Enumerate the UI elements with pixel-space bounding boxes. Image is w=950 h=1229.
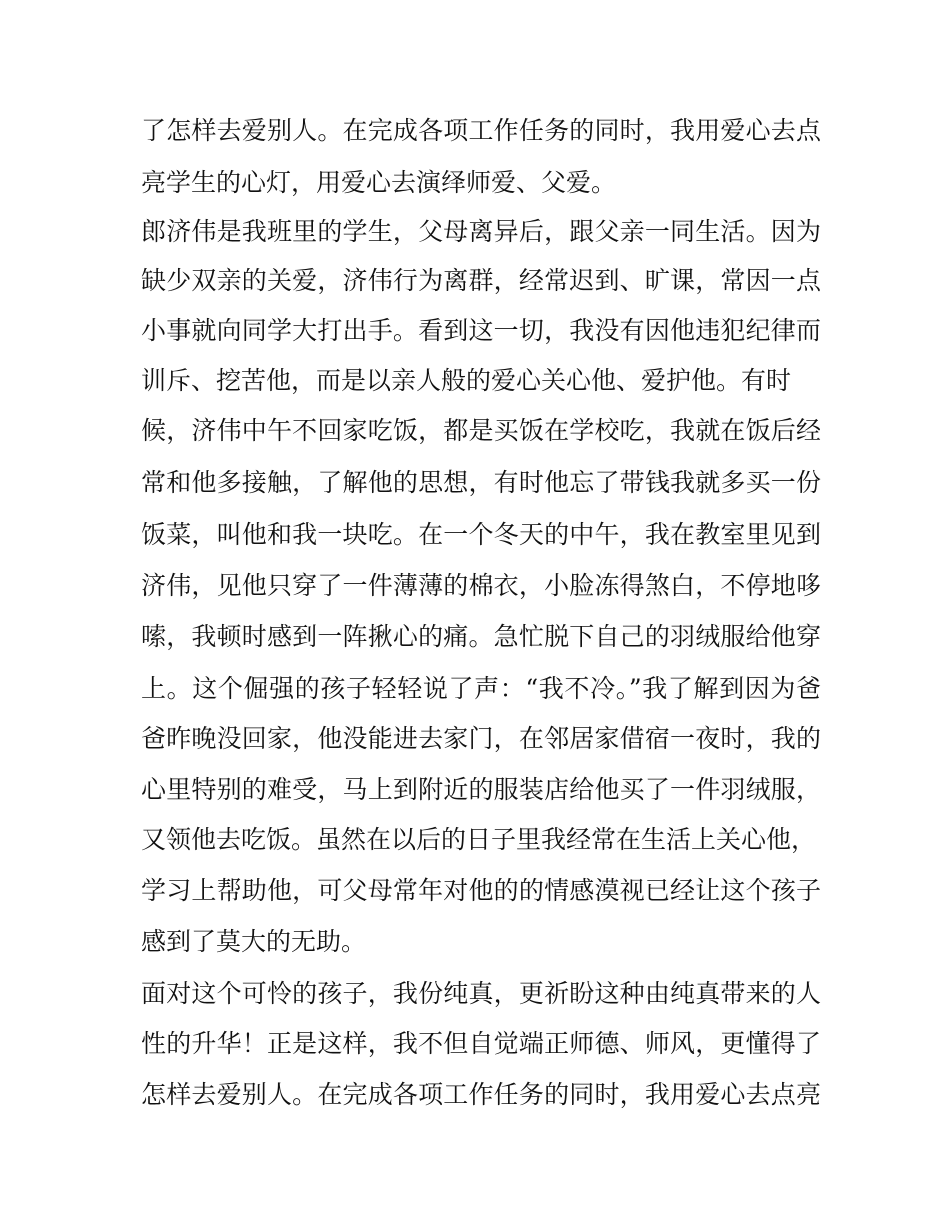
text-line: 感到了莫大的无助。 bbox=[141, 927, 367, 956]
text-line: 性的升华！正是这样，我不但自觉端正师德、师风，更懂得了 bbox=[141, 1029, 821, 1058]
text-line: 缺少双亲的关爱，济伟行为离群，经常迟到、旷课，常因一点 bbox=[141, 266, 821, 295]
text-line: 又领他去吃饭。虽然在以后的日子里我经常在生活上关心他， bbox=[141, 825, 817, 854]
text-line: 学习上帮助他，可父母常年对他的的情感漠视已经让这个孩子 bbox=[141, 876, 821, 905]
text-line: 训斥、挖苦他，而是以亲人般的爱心关心他、爱护他。有时 bbox=[141, 366, 792, 395]
text-line: 了怎样去爱别人。在完成各项工作任务的同时，我用爱心去点 bbox=[141, 116, 821, 145]
text-line: 心里特别的难受，马上到附近的服装店给他买了一件羽绒服， bbox=[141, 775, 821, 804]
text-line: 上。这个倔强的孩子轻轻说了声：“我不冷。”我了解到因为爸 bbox=[141, 674, 821, 703]
text-line: 嗦，我顿时感到一阵揪心的痛。急忙脱下自己的羽绒服给他穿 bbox=[141, 622, 821, 651]
text-line: 爸昨晚没回家，他没能进去家门，在邻居家借宿一夜时，我的 bbox=[141, 724, 821, 753]
text-line: 济伟，见他只穿了一件薄薄的棉衣，小脸冻得煞白，不停地哆 bbox=[141, 571, 821, 600]
text-line: 郎济伟是我班里的学生，父母离异后，跟父亲一同生活。因为 bbox=[141, 217, 821, 246]
text-line: 小事就向同学大打出手。看到这一切，我没有因他违犯纪律而 bbox=[141, 316, 821, 345]
text-line: 怎样去爱别人。在完成各项工作任务的同时，我用爱心去点亮 bbox=[141, 1080, 821, 1109]
text-line: 面对这个可怜的孩子，我份纯真，更祈盼这种由纯真带来的人 bbox=[141, 979, 821, 1008]
text-line: 饭菜，叫他和我一块吃。在一个冬天的中午，我在教室里见到 bbox=[141, 520, 821, 549]
text-line: 候，济伟中午不回家吃饭，都是买饭在学校吃，我就在饭后经 bbox=[141, 416, 821, 445]
text-line: 常和他多接触，了解他的思想，有时他忘了带钱我就多买一份 bbox=[141, 468, 821, 497]
text-line: 亮学生的心灯，用爱心去演绎师爱、父爱。 bbox=[141, 168, 617, 197]
